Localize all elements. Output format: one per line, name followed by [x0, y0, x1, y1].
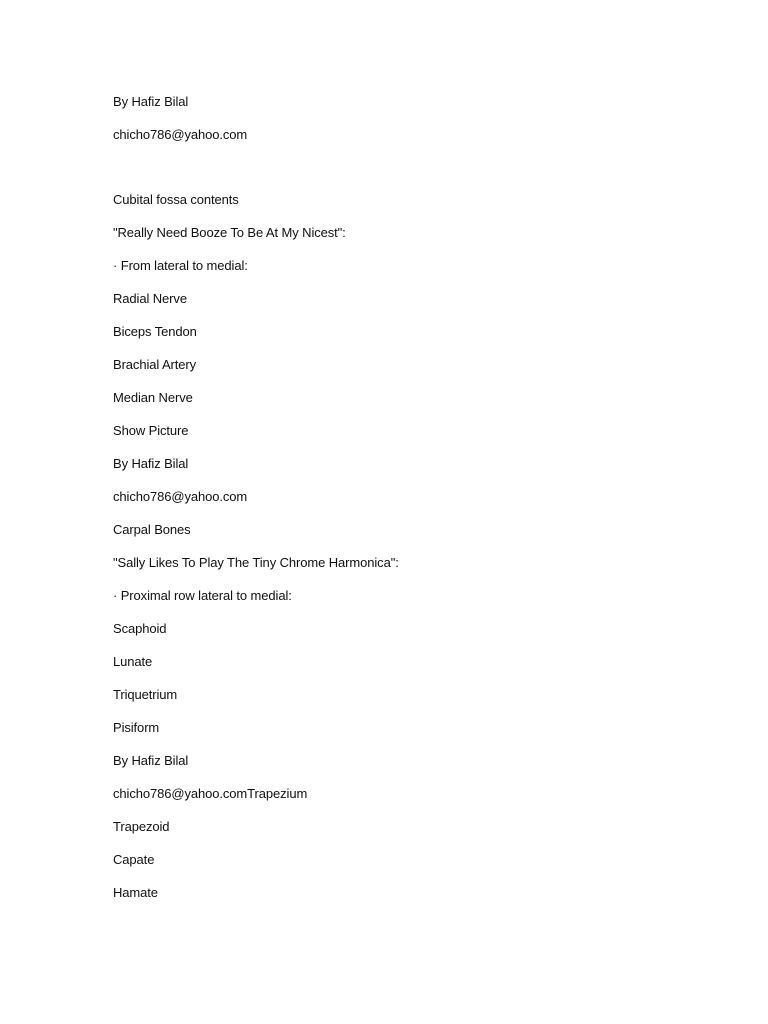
order-note: · From lateral to medial:: [113, 258, 248, 273]
show-picture-text: Show Picture: [113, 423, 189, 438]
email-line: chicho786@yahoo.com: [113, 489, 248, 504]
list-item: Pisiform: [113, 720, 160, 735]
list-item: Trapezoid: [113, 819, 170, 834]
author-line: By Hafiz Bilal: [113, 753, 189, 768]
mnemonic-cubital-fossa: "Really Need Booze To Be At My Nicest":: [113, 225, 346, 240]
list-item: Triquetrium: [113, 687, 178, 702]
list-item: Scaphoid: [113, 621, 167, 636]
section-title-carpal-bones: Carpal Bones: [113, 522, 191, 537]
email-line: chicho786@yahoo.comTrapezium: [113, 786, 308, 801]
list-item: Capate: [113, 852, 155, 867]
email-line: chicho786@yahoo.com: [113, 127, 248, 142]
document-body: [113, 93, 713, 917]
list-item: Hamate: [113, 885, 158, 900]
blank-line: [113, 159, 713, 191]
author-line: By Hafiz Bilal: [113, 94, 189, 109]
section-title-cubital-fossa: Cubital fossa contents: [113, 192, 239, 207]
list-item: Radial Nerve: [113, 291, 187, 306]
list-item: Brachial Artery: [113, 357, 197, 372]
author-line: By Hafiz Bilal: [113, 456, 189, 471]
list-item: Lunate: [113, 654, 153, 669]
list-item: Biceps Tendon: [113, 324, 197, 339]
order-note: · Proximal row lateral to medial:: [113, 588, 292, 603]
list-item: Median Nerve: [113, 390, 193, 405]
mnemonic-carpal-bones: "Sally Likes To Play The Tiny Chrome Harmonica":: [113, 555, 399, 570]
